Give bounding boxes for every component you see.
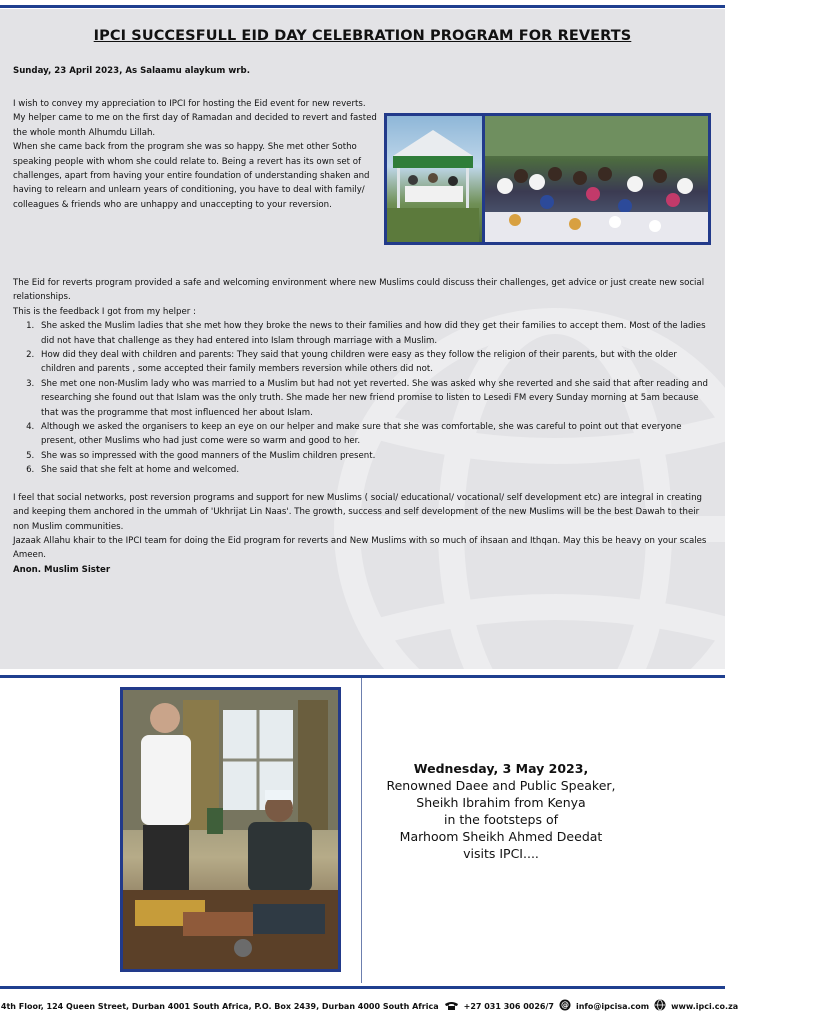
visit-photo (120, 687, 341, 972)
visit-line: Renowned Daee and Public Speaker, (386, 778, 616, 793)
feedback-item: 3. She met one non-Muslim lady who was married to a Muslim but had not yet reverted. She was asked why she reverted and she said that after reading and researching she found out that Islam was the only truth. She made her new friend promise to listen to Lesedi FM every Sunday morning at 5am because that was the programme that most influenced her about Islam. (37, 377, 713, 420)
intro-paragraph: I wish to convey my appreciation to IPCI for hosting the Eid event for new reverts. My helper came to me on the first day of Ramadan and decided to revert and fasted the whole month Alhumdu Lillah. (13, 99, 377, 138)
article-body (13, 276, 713, 577)
closing-paragraph: I feel that social networks, post reversion programs and support for new Muslims ( social/ educational/ vocational/ self development etc) are integral in creating and keeping them anchored in the ummah of 'Ukhrijat Lin Naas'. The growth, success and self development of the new Muslims will be the best Dawah to their non Muslim communities. (13, 492, 702, 532)
event-tent-photo (387, 116, 482, 242)
visit-date: Wednesday, 3 May 2023, (413, 761, 589, 776)
footer-rule (0, 986, 725, 989)
visit-line: Marhoom Sheikh Ahmed Deedat (399, 829, 603, 844)
visit-line: Sheikh Ibrahim from Kenya (416, 795, 586, 810)
footer-address: 4th Floor, 124 Queen Street, Durban 4001 South Africa, P.O. Box 2439, Durban 4000 South Africa (0, 1001, 439, 1011)
visit-caption (370, 760, 632, 862)
telephone-icon (444, 1000, 459, 1013)
intro-paragraph: When she came back from the program she was so happy. She met other Sotho speaking people with whom she could relate to. Being a revert has its own set of challenges, apart from having your entire foundation of understanding shaken and having to relearn and unlearn years of conditioning, you have to deal with family/ colleagues & friends who are unhappy and unaccepting to your reversion. (13, 142, 370, 210)
visit-panel (0, 678, 725, 983)
feedback-intro: This is the feedback I got from my helper : (13, 306, 196, 317)
signature: Anon. Muslim Sister (13, 564, 111, 575)
globe-icon (654, 999, 666, 1013)
visit-line: in the footsteps of (443, 812, 559, 827)
program-summary: The Eid for reverts program provided a safe and welcoming environment where new Muslims could discuss their challenges, get advice or just create new social relationships. (13, 278, 705, 303)
visit-line: visits IPCI.... (463, 846, 539, 861)
column-divider (361, 678, 362, 983)
thanks-paragraph: Jazaak Allahu khair to the IPCI team for doing the Eid program for reverts and New Muslims with so much of ihsaan and Ithqan. May this be heavy on your scales Ameen. (13, 535, 707, 561)
feedback-item: 5. She was so impressed with the good manners of the Muslim children present. (37, 449, 713, 463)
feedback-item: 4. Although we asked the organisers to keep an eye on our helper and make sure that she was comfortable, she was careful to point out that everyone present, other Muslims who had just come were so warm and good to her. (37, 420, 713, 449)
feedback-item: 1. She asked the Muslim ladies that she met how they broke the news to their families and how did they get their families to accept them. Most of the ladies did not have that challenge as they had entered into Islam through marriage with a Muslim. (37, 319, 713, 348)
footer-email[interactable]: info@ipcisa.com (575, 1001, 650, 1011)
feedback-item: 2. How did they deal with children and parents: They said that young children were easy as they follow the religion of their parents, but with the older children and parents , some accepted their family members reversion while others did not. (37, 348, 713, 377)
group-photo (485, 116, 708, 242)
footer-website[interactable]: www.ipci.co.za (671, 1001, 739, 1011)
top-rule (0, 5, 725, 8)
at-sign-icon (559, 999, 571, 1013)
feedback-list (13, 319, 713, 477)
footer (0, 996, 739, 1016)
svg-text:@: @ (560, 1000, 569, 1010)
article-dateline: Sunday, 23 April 2023, As Salaamu alaykum wrb. (13, 66, 250, 76)
eid-event-photos (384, 113, 711, 245)
intro-text (13, 97, 378, 212)
footer-phone: +27 031 306 0026/7 (463, 1001, 554, 1011)
feedback-item: 6. She said that she felt at home and welcomed. (37, 463, 713, 477)
article-panel (0, 9, 725, 669)
article-title: IPCI SUCCESFULL EID DAY CELEBRATION PROGRAM FOR REVERTS (93, 28, 632, 44)
